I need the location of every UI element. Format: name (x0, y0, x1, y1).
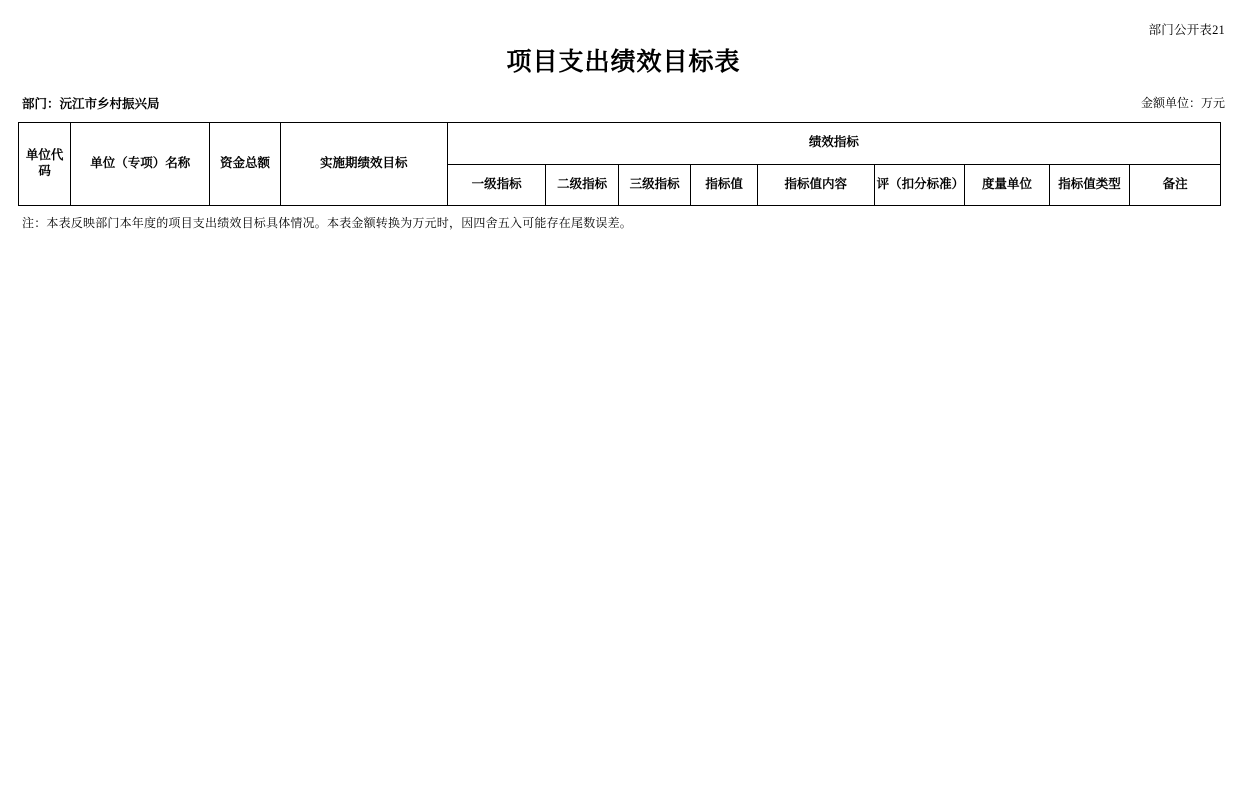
department-label: 部门：沅江市乡村振兴局 (22, 97, 160, 111)
header-performance-indicators: 绩效指标 (447, 123, 1220, 165)
header-scoring-standard: 评（扣分标准） (874, 164, 965, 206)
header-level1-indicator: 一级指标 (447, 164, 546, 206)
header-total-amount: 资金总额 (210, 123, 280, 206)
form-code-label: 部门公开表21 (1148, 23, 1225, 37)
performance-target-table (18, 122, 1221, 206)
header-unit-name: 单位（专项）名称 (71, 123, 210, 206)
header-level2-indicator: 二级指标 (546, 164, 618, 206)
amount-unit-label: 金额单位：万元 (1140, 96, 1225, 110)
header-measure-unit: 度量单位 (965, 164, 1050, 206)
header-indicator-value: 指标值 (691, 164, 757, 206)
table-note: 注：本表反映部门本年度的项目支出绩效目标具体情况。本表金额转换为万元时，因四舍五入可能存在尾数误差。 (22, 216, 633, 230)
header-remark: 备注 (1130, 164, 1221, 206)
header-unit-code: 单位代码 (19, 123, 71, 206)
header-indicator-value-content: 指标值内容 (757, 164, 874, 206)
page-title: 项目支出绩效目标表 (506, 49, 741, 76)
table-header-row-main (19, 123, 1221, 165)
header-indicator-value-type: 指标值类型 (1049, 164, 1130, 206)
header-level3-indicator: 三级指标 (618, 164, 690, 206)
header-period-goal: 实施期绩效目标 (280, 123, 447, 206)
meta-row (18, 94, 1229, 112)
table-header (19, 123, 1221, 206)
